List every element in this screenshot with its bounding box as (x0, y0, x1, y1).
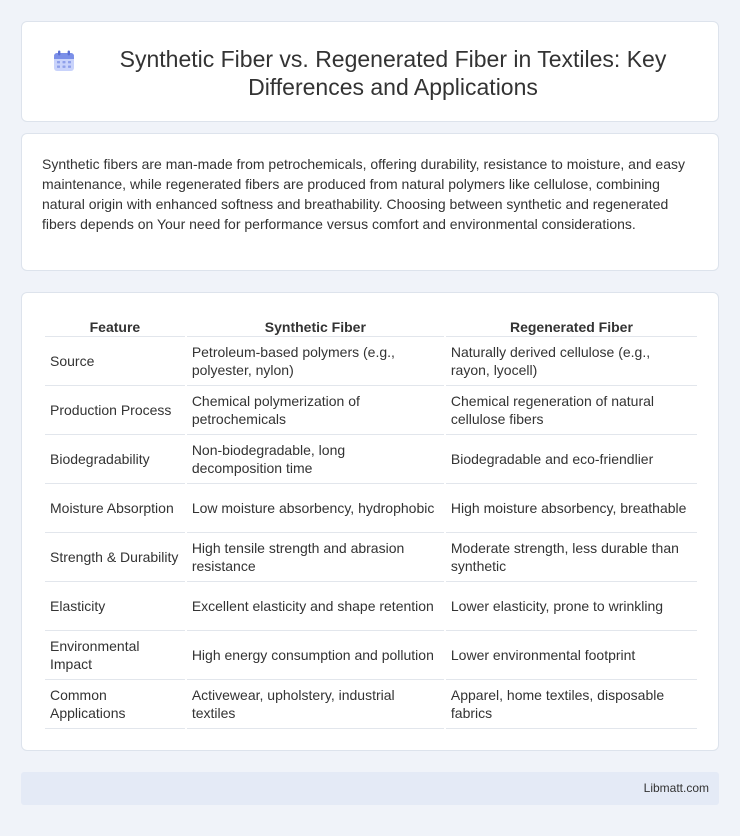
regenerated-cell: Naturally derived cellulose (e.g., rayon, lyocell) (446, 337, 697, 386)
comparison-table-card (21, 292, 719, 751)
table-row (45, 631, 697, 680)
synthetic-cell: Low moisture absorbency, hydrophobic (187, 484, 444, 533)
intro-card (21, 133, 719, 271)
regenerated-cell: Biodegradable and eco-friendlier (446, 435, 697, 484)
synthetic-cell: Non-biodegradable, long decomposition time (187, 435, 444, 484)
feature-cell: Common Applications (45, 680, 185, 729)
table-row (45, 582, 697, 631)
feature-cell: Elasticity (45, 582, 185, 631)
header-feature: Feature (45, 315, 185, 337)
table-row (45, 533, 697, 582)
regenerated-cell: High moisture absorbency, breathable (446, 484, 697, 533)
footer-site-link[interactable]: Libmatt.com (643, 781, 709, 795)
table-header-row (45, 315, 697, 337)
table-row (45, 435, 697, 484)
feature-cell: Biodegradability (45, 435, 185, 484)
regenerated-cell: Chemical regeneration of natural cellulose fibers (446, 386, 697, 435)
table-row (45, 386, 697, 435)
calendar-icon (52, 49, 76, 73)
comparison-table (43, 315, 699, 729)
feature-cell: Moisture Absorption (45, 484, 185, 533)
regenerated-cell: Apparel, home textiles, disposable fabrics (446, 680, 697, 729)
feature-cell: Source (45, 337, 185, 386)
synthetic-cell: Excellent elasticity and shape retention (187, 582, 444, 631)
feature-cell: Strength & Durability (45, 533, 185, 582)
header-synthetic: Synthetic Fiber (187, 315, 444, 337)
feature-cell: Environmental Impact (45, 631, 185, 680)
regenerated-cell: Lower environmental footprint (446, 631, 697, 680)
synthetic-cell: Activewear, upholstery, industrial textiles (187, 680, 444, 729)
header-regenerated: Regenerated Fiber (446, 315, 697, 337)
regenerated-cell: Lower elasticity, prone to wrinkling (446, 582, 697, 631)
synthetic-cell: Chemical polymerization of petrochemicals (187, 386, 444, 435)
synthetic-cell: Petroleum-based polymers (e.g., polyester, nylon) (187, 337, 444, 386)
synthetic-cell: High tensile strength and abrasion resistance (187, 533, 444, 582)
feature-cell: Production Process (45, 386, 185, 435)
table-row (45, 484, 697, 533)
table-row (45, 337, 697, 386)
regenerated-cell: Moderate strength, less durable than synthetic (446, 533, 697, 582)
table-row (45, 680, 697, 729)
title-card (21, 21, 719, 122)
synthetic-cell: High energy consumption and pollution (187, 631, 444, 680)
footer-bar (21, 772, 719, 805)
intro-paragraph: Synthetic fibers are man-made from petrochemicals, offering durability, resistance to moisture, and easy maintenance, while regenerated fibers are produced from natural polymers like cellulose, combining natural origin with enhanced softness and breathability. Choosing between synthetic and regenerated fibers depends on Your need for performance versus comfort and environmental considerations. (42, 156, 685, 232)
page-title: Synthetic Fiber vs. Regenerated Fiber in Textiles: Key Differences and Applications (119, 46, 667, 100)
